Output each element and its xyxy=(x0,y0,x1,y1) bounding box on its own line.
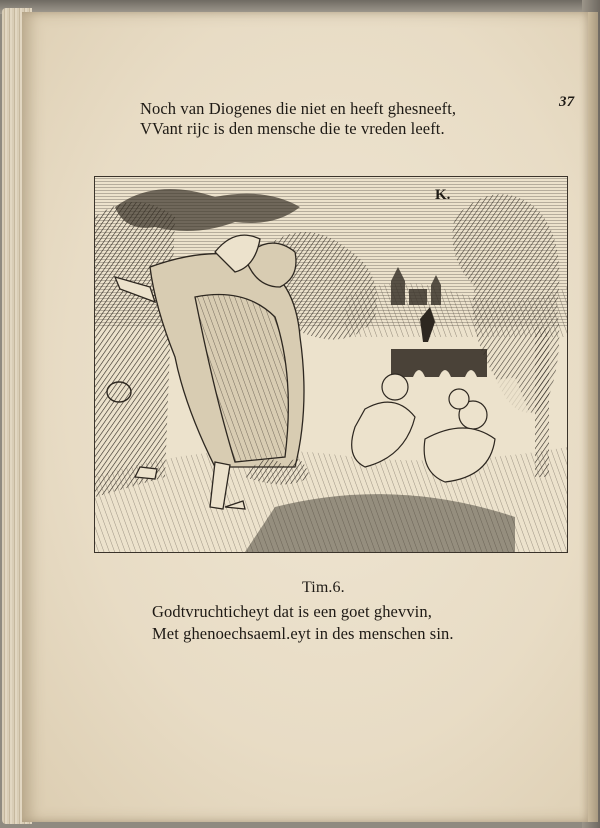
book-page xyxy=(22,12,588,822)
bottom-verse-line-1: Godtvruchticheyt dat is een goet ghevvin, xyxy=(152,602,432,621)
top-verse-line-2: VVant rijc is den mensche die te vreden leeft. xyxy=(140,119,445,138)
plate-letter: K. xyxy=(435,187,451,203)
engraving-illustration xyxy=(95,177,567,552)
bottom-verse-line-2: Met ghenoechsaeml.eyt in des menschen sin. xyxy=(152,624,454,643)
page-right-edge xyxy=(588,12,598,822)
page-number: 37 xyxy=(559,94,575,110)
scripture-reference: Tim.6. xyxy=(302,579,345,596)
top-verse-line-1: Noch van Diogenes die niet en heeft ghesneeft, xyxy=(140,99,457,118)
engraving-plate xyxy=(94,176,568,553)
